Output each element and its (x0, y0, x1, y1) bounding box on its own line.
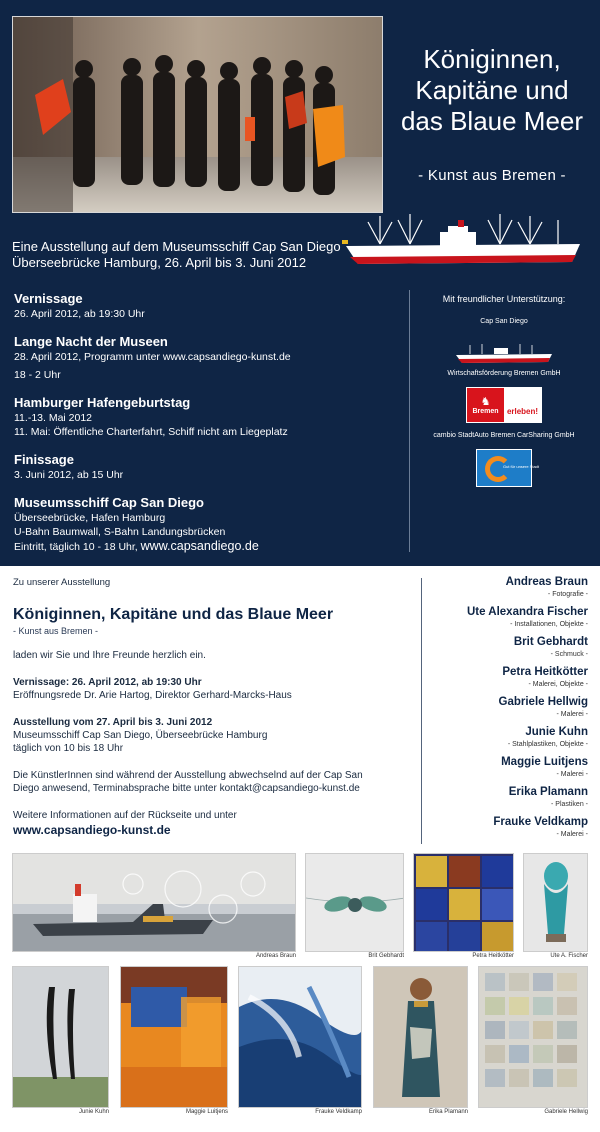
artist-name: Erika Plamann (508, 786, 588, 798)
artwork-frauke-veldkamp (238, 966, 362, 1108)
artist-name: Brit Gebhardt (513, 636, 588, 648)
divider (409, 290, 410, 552)
artist-name: Gabriele Hellwig (498, 696, 588, 708)
event-detail: 28. April 2012, Programm unter www.capsandiego-kunst.de (14, 351, 291, 363)
artwork-junie-kuhn (12, 966, 109, 1108)
event-detail: Überseebrücke, Hafen Hamburg (14, 512, 166, 524)
exhibition-hours: täglich von 10 bis 18 Uhr (13, 743, 124, 754)
artist-name: Frauke Veldkamp (493, 816, 588, 828)
event-title: Finissage (14, 452, 74, 467)
artwork-caption: Erika Plamann (428, 1109, 468, 1115)
logo-text-erleben: erleben! (504, 388, 541, 422)
event-title: Lange Nacht der Museen (14, 334, 168, 349)
exhibition-location: Museumsschiff Cap San Diego, Überseebrücke Hamburg (13, 730, 268, 741)
artwork-caption: Petra Heitkötter (472, 953, 514, 959)
sponsor-list (416, 293, 592, 487)
event-vernissage (14, 291, 404, 321)
artist-discipline: - Installationen, Objekte - (510, 621, 588, 628)
event-detail: U-Bahn Baumwall, S-Bahn Landungsbrücken (14, 526, 226, 538)
artist-discipline: - Malerei - (556, 831, 588, 838)
bremen-erleben-logo (466, 387, 542, 423)
artwork-petra-heitkoetter (413, 853, 514, 952)
event-finissage (14, 452, 404, 482)
artist-discipline: - Schmuck - (550, 651, 588, 658)
invite-subtitle: - Kunst aus Bremen - (13, 626, 99, 636)
exhibition-title-line-3: das Blaue Meer (400, 106, 584, 136)
artist-entry (430, 755, 588, 780)
artist-discipline: - Fotografie - (547, 591, 588, 598)
artists-note-line-1: Die KünstlerInnen sind während der Ausstellung abwechselnd auf der Cap San (13, 770, 363, 781)
ship-illustration (340, 210, 586, 272)
artist-name: Petra Heitkötter (502, 666, 588, 678)
artist-entry (430, 665, 588, 690)
invite-kicker: Zu unserer Ausstellung (13, 577, 111, 588)
exhibition-dates-heading: Ausstellung vom 27. April bis 3. Juni 2012 (13, 717, 213, 728)
event-list (14, 291, 404, 567)
artists-note-line-2: Diego anwesend, Terminabsprache bitte unter kontakt@capsandiego-kunst.de (13, 783, 360, 794)
artist-name: Junie Kuhn (525, 726, 588, 738)
event-detail: 11.-13. Mai 2012 (14, 412, 93, 424)
group-photo-image (13, 17, 383, 213)
artwork-caption: Ute A. Fischer (550, 953, 588, 959)
cap-san-diego-link[interactable]: www.capsandiego.de (140, 539, 259, 553)
artwork-andreas-braun (12, 853, 296, 952)
sponsor-name: cambio StadtAuto Bremen CarSharing GmbH (433, 432, 575, 439)
divider (421, 578, 422, 844)
artist-entry (430, 605, 588, 630)
group-photo (12, 16, 383, 213)
exhibition-intro (12, 239, 341, 271)
exhibition-title-line-2: Kapitäne und (415, 75, 569, 105)
event-hafengeburtstag (14, 395, 404, 439)
event-title: Hamburger Hafengeburtstag (14, 395, 191, 410)
poster-title-block (392, 44, 592, 184)
artist-entry (430, 695, 588, 720)
cambio-logo (476, 449, 540, 487)
artwork-caption: Gabriele Hellwig (544, 1109, 588, 1115)
event-detail: 26. April 2012, ab 19:30 Uhr (14, 308, 145, 320)
intro-line-2: Überseebrücke Hamburg, 26. April bis 3. Juni 2012 (12, 255, 307, 270)
artwork-caption: Maggie Luitjens (185, 1109, 228, 1115)
artist-entry (430, 725, 588, 750)
event-detail: 11. Mai: Öffentliche Charterfahrt, Schiff nicht am Liegeplatz (14, 426, 288, 438)
sponsor-name: Cap San Diego (480, 318, 528, 325)
cambio-tagline: Gut für unsere Stadt (503, 464, 540, 469)
invite-invitation: laden wir Sie und Ihre Freunde herzlich ein. (13, 650, 206, 661)
artwork-caption: Frauke Veldkamp (315, 1109, 362, 1115)
artwork-caption: Junie Kuhn (78, 1109, 109, 1115)
artist-name: Ute Alexandra Fischer (466, 606, 588, 618)
artwork-ute-fischer (523, 853, 588, 952)
event-title: Vernissage (14, 291, 83, 306)
musicians-icon: ♞ (480, 395, 491, 408)
cap-san-diego-logo (454, 343, 554, 365)
artist-entry (430, 575, 588, 600)
artist-entry (430, 785, 588, 810)
admission-text: Eintritt, täglich 10 - 18 Uhr, (14, 541, 141, 553)
exhibition-subtitle: - Kunst aus Bremen - (418, 167, 566, 184)
artist-discipline: - Malerei, Objekte - (528, 681, 588, 688)
event-location (14, 495, 404, 554)
artwork-caption: Brit Gebhardt (368, 953, 404, 959)
artist-list (430, 575, 588, 845)
artist-name: Andreas Braun (505, 576, 588, 588)
sponsor-heading: Mit freundlicher Unterstützung: (442, 294, 566, 304)
artist-name: Maggie Luitjens (501, 756, 588, 768)
more-info-text: Weitere Informationen auf der Rückseite und unter (13, 810, 237, 821)
artwork-gabriele-hellwig (478, 966, 588, 1108)
artwork-brit-gebhardt (305, 853, 404, 952)
artist-discipline: - Malerei - (556, 711, 588, 718)
artwork-erika-plamann (373, 966, 468, 1108)
event-detail: 3. Juni 2012, ab 15 Uhr (14, 469, 124, 481)
artwork-caption: Andreas Braun (255, 953, 296, 959)
intro-line-1: Eine Ausstellung auf dem Museumsschiff Cap San Diego (12, 239, 341, 254)
vernissage-heading: Vernissage: 26. April 2012, ab 19:30 Uhr (13, 677, 202, 688)
artist-discipline: - Stahlplastiken, Objekte - (507, 741, 588, 748)
logo-text-bremen: Bremen (472, 407, 499, 415)
exhibition-title-line-1: Königinnen, (423, 44, 561, 74)
artist-entry (430, 635, 588, 660)
invite-title: Königinnen, Kapitäne und das Blaue Meer (13, 606, 334, 623)
artwork-maggie-luitjens (120, 966, 228, 1108)
event-title: Museumsschiff Cap San Diego (14, 495, 204, 510)
sponsor-name: Wirtschaftsförderung Bremen GmbH (447, 370, 561, 377)
event-lange-nacht (14, 334, 404, 382)
artist-entry (430, 815, 588, 840)
vernissage-text: Eröffnungsrede Dr. Arie Hartog, Direktor Gerhard-Marcks-Haus (13, 690, 292, 701)
artist-discipline: - Plastiken - (551, 801, 588, 808)
artist-discipline: - Malerei - (556, 771, 588, 778)
event-detail (14, 539, 404, 554)
event-detail: 18 - 2 Uhr (14, 369, 61, 381)
invitation-text (13, 576, 413, 837)
cambio-c-icon (485, 456, 511, 482)
capsandiego-kunst-link[interactable]: www.capsandiego-kunst.de (13, 823, 171, 837)
